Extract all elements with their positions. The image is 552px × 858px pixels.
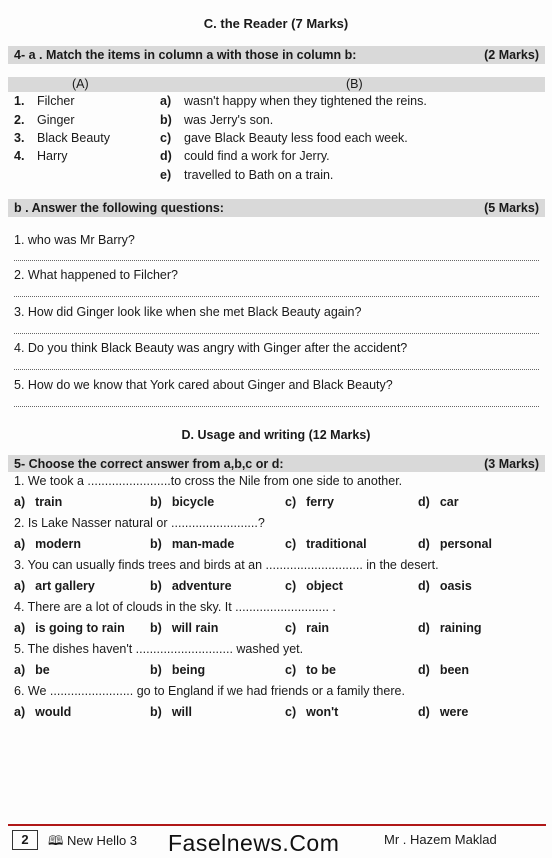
option-b: b) being <box>150 663 206 677</box>
q4b-heading-bar <box>8 199 545 217</box>
q4b-question: 3. How did Ginger look like when she met Black Beauty again? <box>14 305 362 319</box>
option-a: a) be <box>14 663 50 677</box>
q4b-question: 2. What happened to Filcher? <box>14 268 178 282</box>
q4b-heading: b . Answer the following questions: <box>14 201 224 215</box>
option-b: b) bicycle <box>150 495 215 509</box>
option-a: a) modern <box>14 537 81 551</box>
option-d: d) personal <box>418 537 492 551</box>
col-b-item: e) travelled to Bath on a train. <box>160 168 334 182</box>
q4b-question: 4. Do you think Black Beauty was angry with Ginger after the accident? <box>14 341 408 355</box>
col-a-item: 3. Black Beauty <box>14 131 110 145</box>
answer-line <box>14 333 539 334</box>
q5-question: 1. We took a ........................to cross the Nile from one side to another. <box>14 474 403 488</box>
option-c: c) rain <box>285 621 330 635</box>
option-b: b) will <box>150 705 192 719</box>
q5-heading-bar <box>8 455 545 472</box>
q4b-question: 1. who was Mr Barry? <box>14 233 135 247</box>
answer-line <box>14 406 539 407</box>
option-c: c) traditional <box>285 537 367 551</box>
q4a-heading-bar <box>8 46 545 64</box>
col-a-item: 2. Ginger <box>14 113 75 127</box>
col-b-item: b) was Jerry's son. <box>160 113 274 127</box>
answer-line <box>14 369 539 370</box>
author-name: Mr . Hazem Maklad <box>384 832 497 847</box>
col-a-header: (A) <box>72 77 89 91</box>
col-b-item: a) wasn't happy when they tightened the reins. <box>160 94 427 108</box>
option-c: c) object <box>285 579 343 593</box>
col-a-item: 4. Harry <box>14 149 68 163</box>
option-d: d) oasis <box>418 579 472 593</box>
col-b-item: c) gave Black Beauty less food each week. <box>160 131 408 145</box>
q5-question: 3. You can usually finds trees and birds at an ............................ in the desert. <box>14 558 439 572</box>
option-c: c) to be <box>285 663 336 677</box>
page-number: 2 <box>12 830 38 850</box>
q5-question: 2. Is Lake Nasser natural or .........................? <box>14 516 265 530</box>
option-d: d) were <box>418 705 469 719</box>
col-b-item: d) could find a work for Jerry. <box>160 149 330 163</box>
answer-line <box>14 296 539 297</box>
q5-question: 6. We ........................ go to England if we had friends or a family there. <box>14 684 405 698</box>
q5-heading: 5- Choose the correct answer from a,b,c or d: <box>14 456 284 471</box>
col-a-item: 1. Filcher <box>14 94 75 108</box>
watermark: Faselnews.Com <box>168 830 340 856</box>
option-a: a) would <box>14 705 72 719</box>
q4a-marks: (2 Marks) <box>484 48 539 62</box>
section-c-title: C. the Reader (7 Marks) <box>203 16 349 31</box>
option-d: d) raining <box>418 621 482 635</box>
option-c: c) ferry <box>285 495 334 509</box>
section-d-title: D. Usage and writing (12 Marks) <box>181 428 371 442</box>
col-b-header: (B) <box>346 77 363 91</box>
q5-marks: (3 Marks) <box>484 456 539 471</box>
answer-line <box>14 260 539 261</box>
option-d: d) been <box>418 663 469 677</box>
option-b: b) will rain <box>150 621 219 635</box>
q5-question: 4. There are a lot of clouds in the sky. It ........................... . <box>14 600 336 614</box>
q4a-heading: 4- a . Match the items in column a with those in column b: <box>14 48 357 62</box>
option-d: d) car <box>418 495 459 509</box>
option-b: b) adventure <box>150 579 232 593</box>
option-c: c) won't <box>285 705 339 719</box>
q4b-question: 5. How do we know that York cared about Ginger and Black Beauty? <box>14 378 393 392</box>
option-a: a) art gallery <box>14 579 95 593</box>
q4b-marks: (5 Marks) <box>484 201 539 215</box>
option-a: a) train <box>14 495 63 509</box>
book-title: 🕮 New Hello 3 <box>48 833 138 848</box>
page-footer <box>8 824 546 856</box>
option-a: a) is going to rain <box>14 621 125 635</box>
q5-question: 5. The dishes haven't ............................ washed yet. <box>14 642 304 656</box>
q4a-column-headers <box>8 77 545 92</box>
option-b: b) man-made <box>150 537 235 551</box>
